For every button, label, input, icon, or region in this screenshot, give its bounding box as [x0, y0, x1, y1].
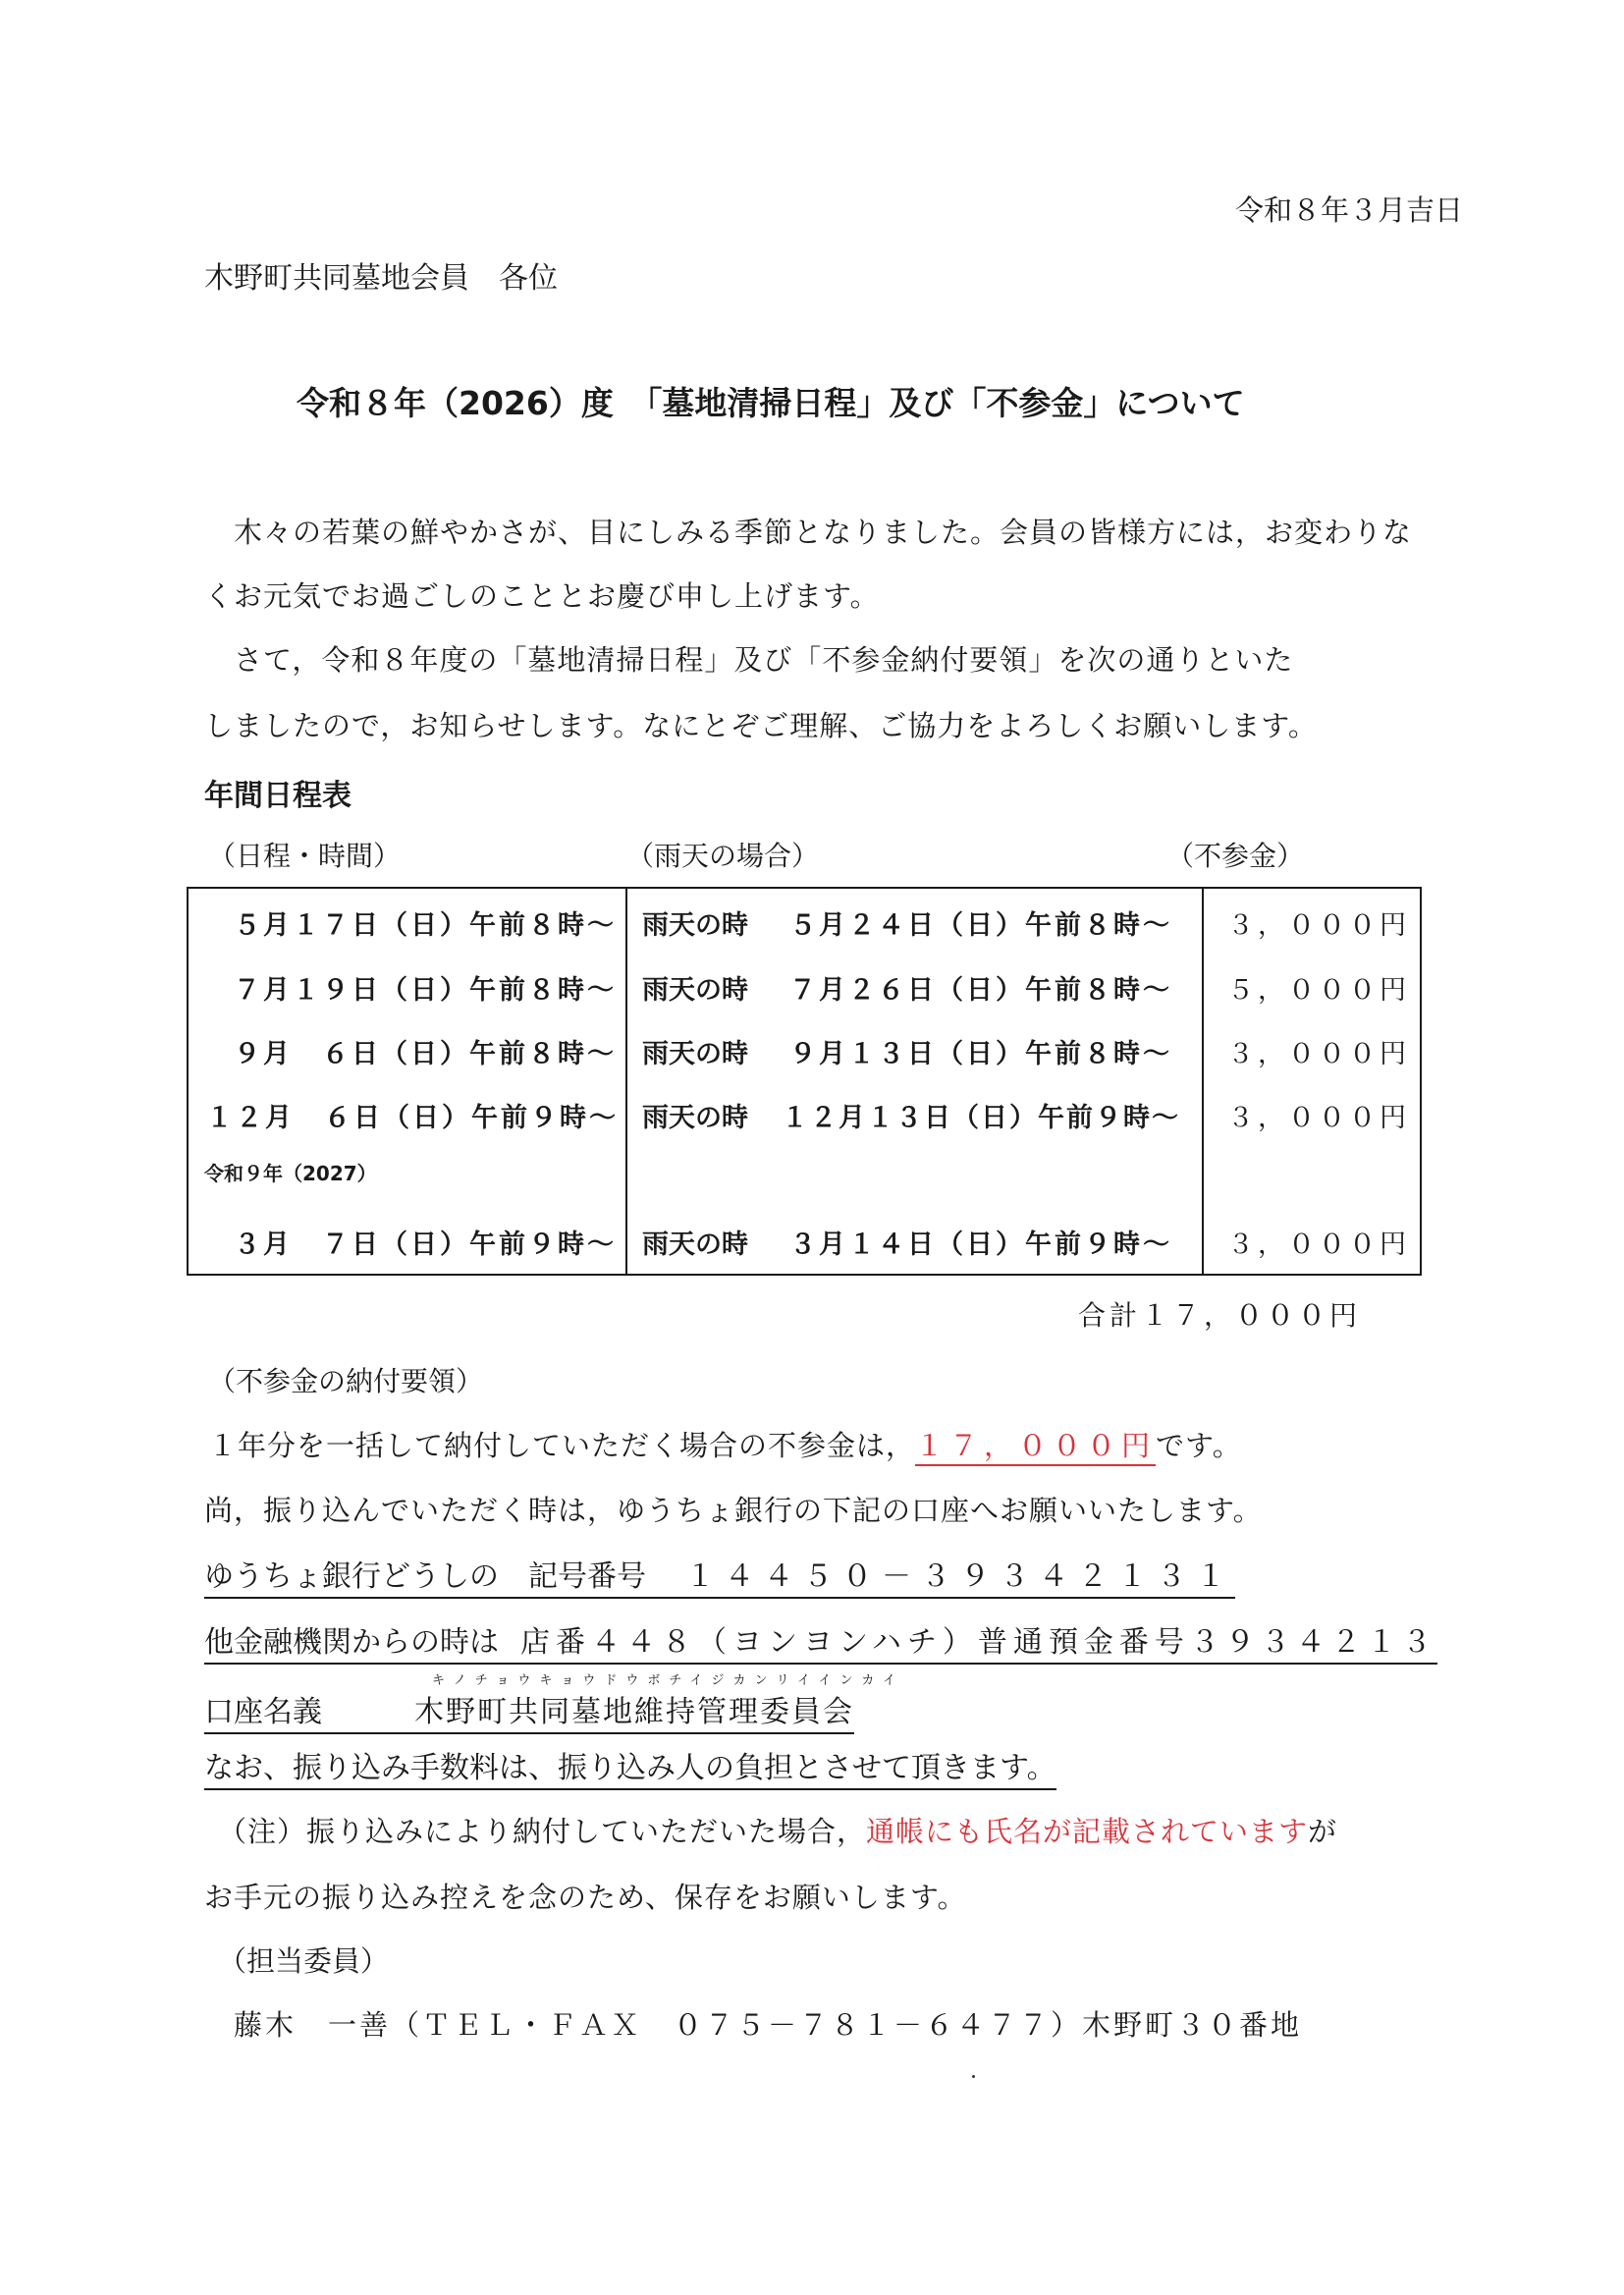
year-note: 令和９年（2027） [204, 1162, 377, 1185]
schedule-date: ９月 ６日（日）午前８時～ [234, 1039, 617, 1069]
schedule-date: ３月 ７日（日）午前９時～ [234, 1229, 617, 1260]
total-amount: 合計１７，０００円 [1078, 1299, 1362, 1332]
rain-date: ９月１３日（日）午前８時～ [789, 1039, 1172, 1069]
payment-line-1 [208, 1424, 1242, 1464]
fee-amount: ３，０００円 [1227, 1103, 1410, 1133]
greeting-line-3: さて，令和８年度の「墓地清掃日程」及び「不参金納付要領」を次の通りといた [234, 643, 1294, 677]
scan-speck [972, 2075, 975, 2078]
table-divider [625, 889, 627, 1274]
note-line-1 [218, 1810, 1337, 1850]
contact-heading: （担当委員） [218, 1944, 390, 1978]
table-divider [1202, 889, 1204, 1274]
payment-heading: （不参金の納付要領） [208, 1365, 484, 1397]
rain-label: 雨天の時 [642, 975, 748, 1006]
fee-amount: ３，０００円 [1227, 1229, 1410, 1260]
other-bank-label: 他金融機関からの時は [204, 1625, 499, 1660]
fee-amount: ３，０００円 [1227, 1039, 1410, 1069]
schedule-date: ７月１９日（日）午前８時～ [234, 975, 617, 1006]
column-heading-rain: （雨天の場合） [626, 840, 820, 872]
rain-label: 雨天の時 [642, 910, 748, 941]
contact-line: 藤木 一善（ＴＥＬ・ＦＡＸ ０７５－７８１－６４７７）木野町３０番地 [234, 2008, 1303, 2042]
payment-line-1-suffix: です。 [1156, 1429, 1242, 1462]
schedule-date: １２月 ６日（日）午前９時～ [206, 1103, 619, 1133]
other-bank-detail: 店番４４８（ヨンヨンハチ）普通預金番号３９３４２１３ [520, 1625, 1437, 1660]
note-highlight: 通帳にも氏名が記載されています [866, 1815, 1309, 1848]
column-heading-fee: （不参金） [1166, 840, 1305, 872]
payment-line-2: 尚，振り込んでいただく時は，ゆうちょ銀行の下記の口座へお願いいたします。 [204, 1494, 1263, 1527]
schedule-heading: 年間日程表 [204, 779, 352, 813]
lump-sum-amount: １７，０００円 [915, 1429, 1156, 1466]
rain-label: 雨天の時 [642, 1103, 748, 1133]
addressee: 木野町共同墓地会員 各位 [204, 261, 558, 296]
fee-amount: ３，０００円 [1227, 910, 1410, 941]
rain-label: 雨天の時 [642, 1039, 748, 1069]
fee-amount: ５，０００円 [1227, 975, 1410, 1006]
issue-date: 令和８年３月吉日 [1235, 193, 1464, 227]
rain-label: 雨天の時 [642, 1229, 748, 1260]
rain-date: １２月１３日（日）午前９時～ [782, 1103, 1180, 1133]
account-label: 口座名義 [204, 1695, 322, 1729]
schedule-table [187, 887, 1422, 1276]
rain-date: ７月２６日（日）午前８時～ [789, 975, 1172, 1006]
column-heading-date: （日程・時間） [208, 840, 402, 872]
yucho-account-line [204, 1552, 1235, 1599]
yucho-number: １４４５０－３９３４２１３１ [685, 1559, 1235, 1594]
rain-date: ５月２４日（日）午前８時～ [789, 910, 1172, 941]
schedule-date: ５月１７日（日）午前８時～ [234, 910, 617, 941]
note-prefix: （注）振り込みにより納付していただいた場合， [218, 1815, 867, 1848]
greeting-line-2: くお元気でお過ごしのこととお慶び申し上げます。 [204, 579, 880, 613]
note-line-2: お手元の振り込み控えを念のため、保存をお願いします。 [204, 1881, 967, 1914]
fee-note: なお、振り込み手数料は、振り込み人の負担とさせて頂きます。 [204, 1743, 1056, 1790]
greeting-line-1: 木々の若葉の鮮やかさが、目にしみる季節となりました。会員の皆様方には，お変わりな [234, 516, 1413, 549]
page-title: 令和８年（2026）度 「墓地清掃日程」及び「不参金」について [297, 384, 1245, 422]
greeting-line-4: しましたので，お知らせします。なにとぞご理解、ご協力をよろしくお願いします。 [204, 709, 1318, 742]
yucho-label: ゆうちょ銀行どうしの 記号番号 [204, 1559, 646, 1594]
account-name-line [204, 1687, 854, 1734]
other-bank-line [204, 1617, 1437, 1665]
note-suffix: が [1308, 1815, 1338, 1848]
account-name: 木野町共同墓地維持管理委員会 [414, 1695, 854, 1729]
payment-line-1-prefix: １年分を一括して納付していただく場合の不参金は， [208, 1429, 916, 1462]
account-name-reading: キノチョウキョウドウボチイジカンリイインカイ [432, 1673, 905, 1688]
rain-date: ３月１４日（日）午前９時～ [789, 1229, 1172, 1260]
